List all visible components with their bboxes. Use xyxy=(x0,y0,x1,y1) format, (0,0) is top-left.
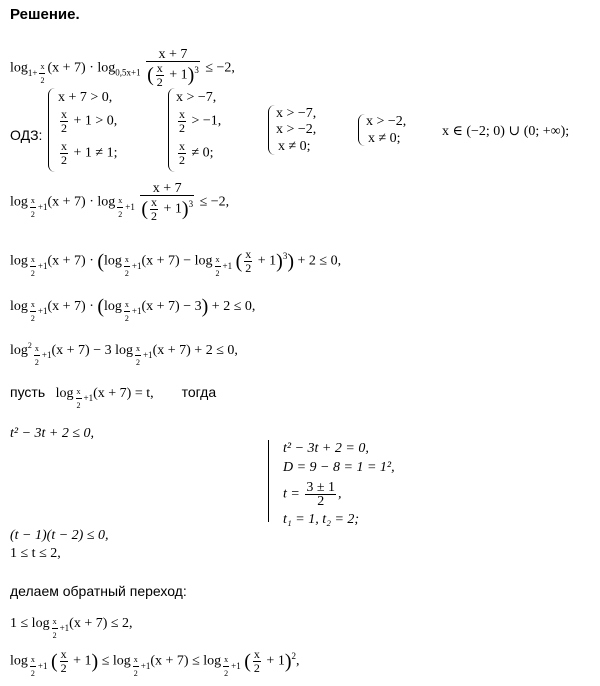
side-roots-formula: t = $\frac{3 \pm 1}{2}$ , xyxy=(283,480,342,509)
double-inequality-logs: log $_{\frac{x}{2} +1}$ ( $\frac{x}{2}$ + 1) ≤ log $_{\frac{x}{2} +1}$(x + 7) ≤ log $_{\frac{x}{2} +1}$ ( $\frac{x}{2}$ + 1)$^2$, xyxy=(10,647,300,678)
double-inequality: 1 ≤ log $_{\frac{x}{2} +1}$(x + 7) ≤ 2, xyxy=(10,615,133,640)
system-brace-4 xyxy=(358,114,365,146)
side-roots: t₁ = 1, t₂ = 2; xyxy=(283,512,360,527)
inequality-step-3: log $_{\frac{x}{2} +1}$(x + 7) · (log $_{\frac{x}{2} +1}$(x + 7) − 3) + 2 ≤ 0, xyxy=(10,295,256,323)
odz-sys4-line1: x > −2, xyxy=(366,114,407,129)
system-brace-1 xyxy=(48,88,55,172)
odz-sys3-line3: x ≠ 0; xyxy=(278,139,311,154)
inequality-step-1: log $_{\frac{x}{2} +1}$(x + 7) · log $_{\frac{x}{2} +1}$ x + 7 ( $\frac{x}{2}$ + 1)$^3$ ≤ −2, xyxy=(10,181,230,223)
odz-sys1-line1: x + 7 > 0, xyxy=(58,90,113,105)
inequality-step-4: $\log^2$ $_{\frac{x}{2} +1}$(x + 7) − 3 log $_{\frac{x}{2} +1}$(x + 7) + 2 ≤ 0, xyxy=(10,341,238,367)
odz-label: ОДЗ: xyxy=(10,127,43,143)
product-inequality: (t − 1)(t − 2) ≤ 0, xyxy=(10,528,109,543)
back-substitution-text: делаем обратный переход: xyxy=(10,583,187,599)
range-t: 1 ≤ t ≤ 2, xyxy=(10,546,61,561)
substitution-line: пусть log $_{\frac{x}{2} +1}$(x + 7) = t, тогда xyxy=(10,384,217,411)
heading: Решение. xyxy=(10,6,80,23)
side-discriminant: D = 9 − 8 = 1 = 1², xyxy=(283,460,395,475)
odz-sys3-line2: x > −2, xyxy=(276,122,317,137)
system-brace-3 xyxy=(268,105,275,155)
inequality-original: $\log_{1+ \frac{x}{2}}$ $(x + 7) \cdot \log_{0,5x+1}$ x + 7 ( $\frac{x}{2}$ + 1)$^3$ ≤ −2, xyxy=(10,47,235,89)
odz-sys2-line1: x > −7, xyxy=(176,90,217,105)
side-divider xyxy=(268,440,269,522)
inequality-step-2: log $_{\frac{x}{2} +1}$(x + 7) · (log $_{\frac{x}{2} +1}$(x + 7) − log $_{\frac{x}{2} +1}$ ( $\frac{x}{2}$ + 1)$^3$) + 2 ≤ 0, xyxy=(10,247,342,278)
odz-answer: x ∈ (−2; 0) ∪ (0; +∞); xyxy=(442,124,570,139)
odz-sys2-line3: $\frac{x}{2}$ ≠ 0; xyxy=(179,139,214,167)
side-equation: t² − 3t + 2 = 0, xyxy=(283,441,369,456)
odz-sys1-line2: $\frac{x}{2}$ + 1 > 0, xyxy=(61,107,118,135)
odz-sys1-line3: $\frac{x}{2}$ + 1 ≠ 1; xyxy=(61,139,118,167)
odz-sys4-line2: x ≠ 0; xyxy=(368,131,401,146)
odz-sys2-line2: $\frac{x}{2}$ > −1, xyxy=(179,107,222,135)
odz-sys3-line1: x > −7, xyxy=(276,106,317,121)
system-brace-2 xyxy=(168,88,175,172)
quadratic-inequality: t² − 3t + 2 ≤ 0, xyxy=(10,426,95,441)
